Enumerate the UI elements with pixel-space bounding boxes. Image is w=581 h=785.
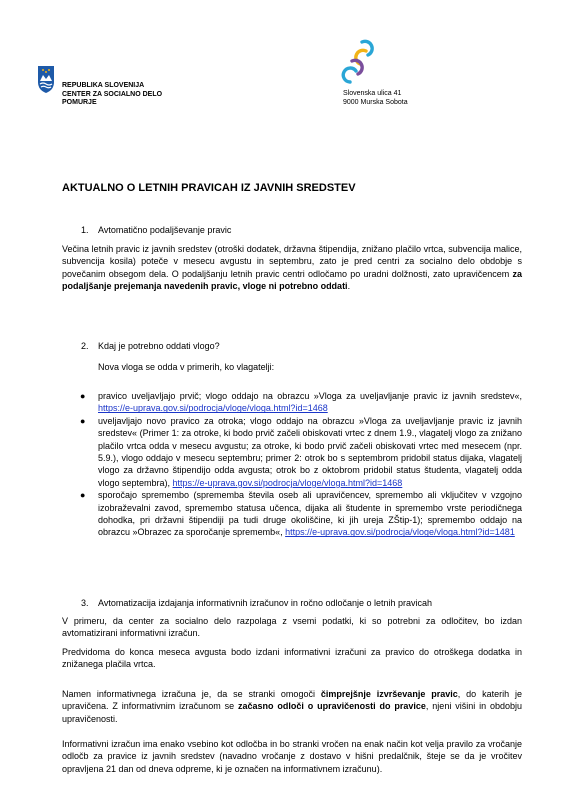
section-3-para-2: Predvidoma do konca meseca avgusta bodo izdani informativni izračuni za pravico do otroškega dodatka in znižanega plačila vrtca.: [62, 647, 522, 670]
org-line-2: CENTER ZA SOCIALNO DELO: [62, 90, 163, 98]
list-item-text: sporočajo spremembo (sprememba števila oseb ali upravičencev, spremembo ali vključitev v vzgojno izobraževalni zavod, spremembo statusa učenca, dijaka ali študente in spremembo vrste periodičnega dohodka, pri državni štipendiji pa tudi druge okoliščine, ki jih ureja ZŠtip-1); spremembo oddajo na obrazcu »Obrazec za sporočanje sprememb«,: [98, 490, 522, 538]
page-title: AKTUALNO O LETNIH PRAVICAH IZ JAVNIH SREDSTEV: [62, 182, 356, 194]
section-1-heading: Avtomatično podaljševanje pravic: [98, 225, 232, 235]
list-item: [80, 489, 522, 539]
section-1-body: Večina letnih pravic iz javnih sredstev (otroški dodatek, državna štipendija, znižano plačilo vrtca, subvencija malice, subvencija kosila) poteče v mesecu avgustu in septembru, zato je pred centri za socialno delo obdobje s povečanim obsegom dela. O podaljšanju letnih pravic centri odločamo po uradni dolžnosti, zato upravičencem: [62, 244, 522, 279]
para-3-a: Namen informativnega izračuna je, da se stranki omogoči: [62, 689, 321, 699]
org-line-1: REPUBLIKA SLOVENIJA: [62, 82, 145, 89]
list-item: [80, 415, 522, 489]
bullet-icon: ●: [80, 490, 86, 501]
address: [343, 90, 408, 107]
address-city: 9000 Murska Sobota: [343, 98, 408, 106]
bullet-icon: ●: [80, 415, 86, 426]
bullet-icon: ●: [80, 391, 86, 401]
section-2-heading: Kdaj je potrebno oddati vlogo?: [98, 341, 220, 351]
list-item-text: uveljavljajo novo pravico za otroka; vlogo oddajo na obrazcu »Vloga za uveljavljanje pravic iz javnih sredstev« (Primer 1: za otroke, ki bodo prvič začeli obiskovati vrtec z dnem 1.9., vlagatelj vlogo za znižano plačilo vrtca odda v mesecu avgustu; za otroke, ki bodo prvič začeli obiskovati vrtec med mesecem (npr. 5.9.), vlogo oddajo v mesecu septembru; primer 2: otrok bo s septembrom pridobil status dijaka, vlagatelj vlogo za državno štipendijo odda avgusta; otrok bo z oktobrom pridobil status študenta, vlagatelj odda vlogo septembra),: [98, 415, 522, 488]
org-name: [62, 82, 162, 108]
section-2-intro: Nova vloga se odda v primerih, ko vlagatelji:: [98, 362, 275, 372]
section-3-number: 3.: [81, 598, 89, 608]
section-3-para-1: V primeru, da center za socialno delo razpolaga z vsemi podatki, ki so potrebni za odločitev, bo izdan avtomatizirani informativni izračun.: [62, 616, 522, 639]
form-link[interactable]: https://e-uprava.gov.si/podrocja/vloge/vloga.html?id=1468: [172, 477, 403, 488]
para-3-e: , njeni višini in obdobju upravičenosti.: [62, 701, 522, 724]
csd-logo-icon: [338, 38, 382, 84]
org-line-3: POMURJE: [62, 99, 97, 107]
para-3-b: čimprejšnje izvrševanje pravic: [320, 689, 458, 699]
para-3-d: začasno odloči o upravičenosti do pravice: [237, 701, 426, 712]
section-1-text: [62, 243, 522, 293]
coat-of-arms-icon: [37, 64, 55, 94]
list-item: [80, 390, 522, 415]
section-1-number: 1.: [81, 225, 89, 235]
section-1-end: .: [347, 281, 351, 292]
section-3-para-4: Informativni izračun ima enako vsebino kot odločba in bo stranki vročen na enak način kot velja pravilo za vročanje odločb za pravice iz javnih sredstev (navadno vročanje z dostavo v hišni predalčnik, šteje se da je vročitev opravljena 21 dan od dneva odpreme, ki je označen na informativnem izračunu).: [62, 739, 522, 774]
address-street: Slovenska ulica 41: [343, 90, 402, 97]
form-link[interactable]: https://e-uprava.gov.si/podrocja/vloge/vloga.html?id=1481: [285, 527, 515, 538]
requirements-list: [80, 390, 522, 539]
section-3-heading: Avtomatizacija izdajanja informativnih izračunov in ročno odločanje o letnih pravicah: [98, 598, 433, 608]
form-link[interactable]: https://e-uprava.gov.si/podrocja/vloge/vloga.html?id=1468: [98, 403, 328, 414]
para-3-c: , do katerih je upravičena. Z informativnim izračunom se: [62, 689, 522, 712]
section-2-number: 2.: [81, 341, 89, 351]
section-1-bold: za podaljšanje prejemanja navedenih pravic, vloge ni potrebno oddati: [62, 268, 522, 292]
section-3-para-3: [62, 688, 522, 725]
list-item-text: pravico uveljavljajo prvič; vlogo oddajo na obrazcu »Vloga za uveljavljanje pravic iz javnih sredstev«,: [98, 391, 522, 401]
